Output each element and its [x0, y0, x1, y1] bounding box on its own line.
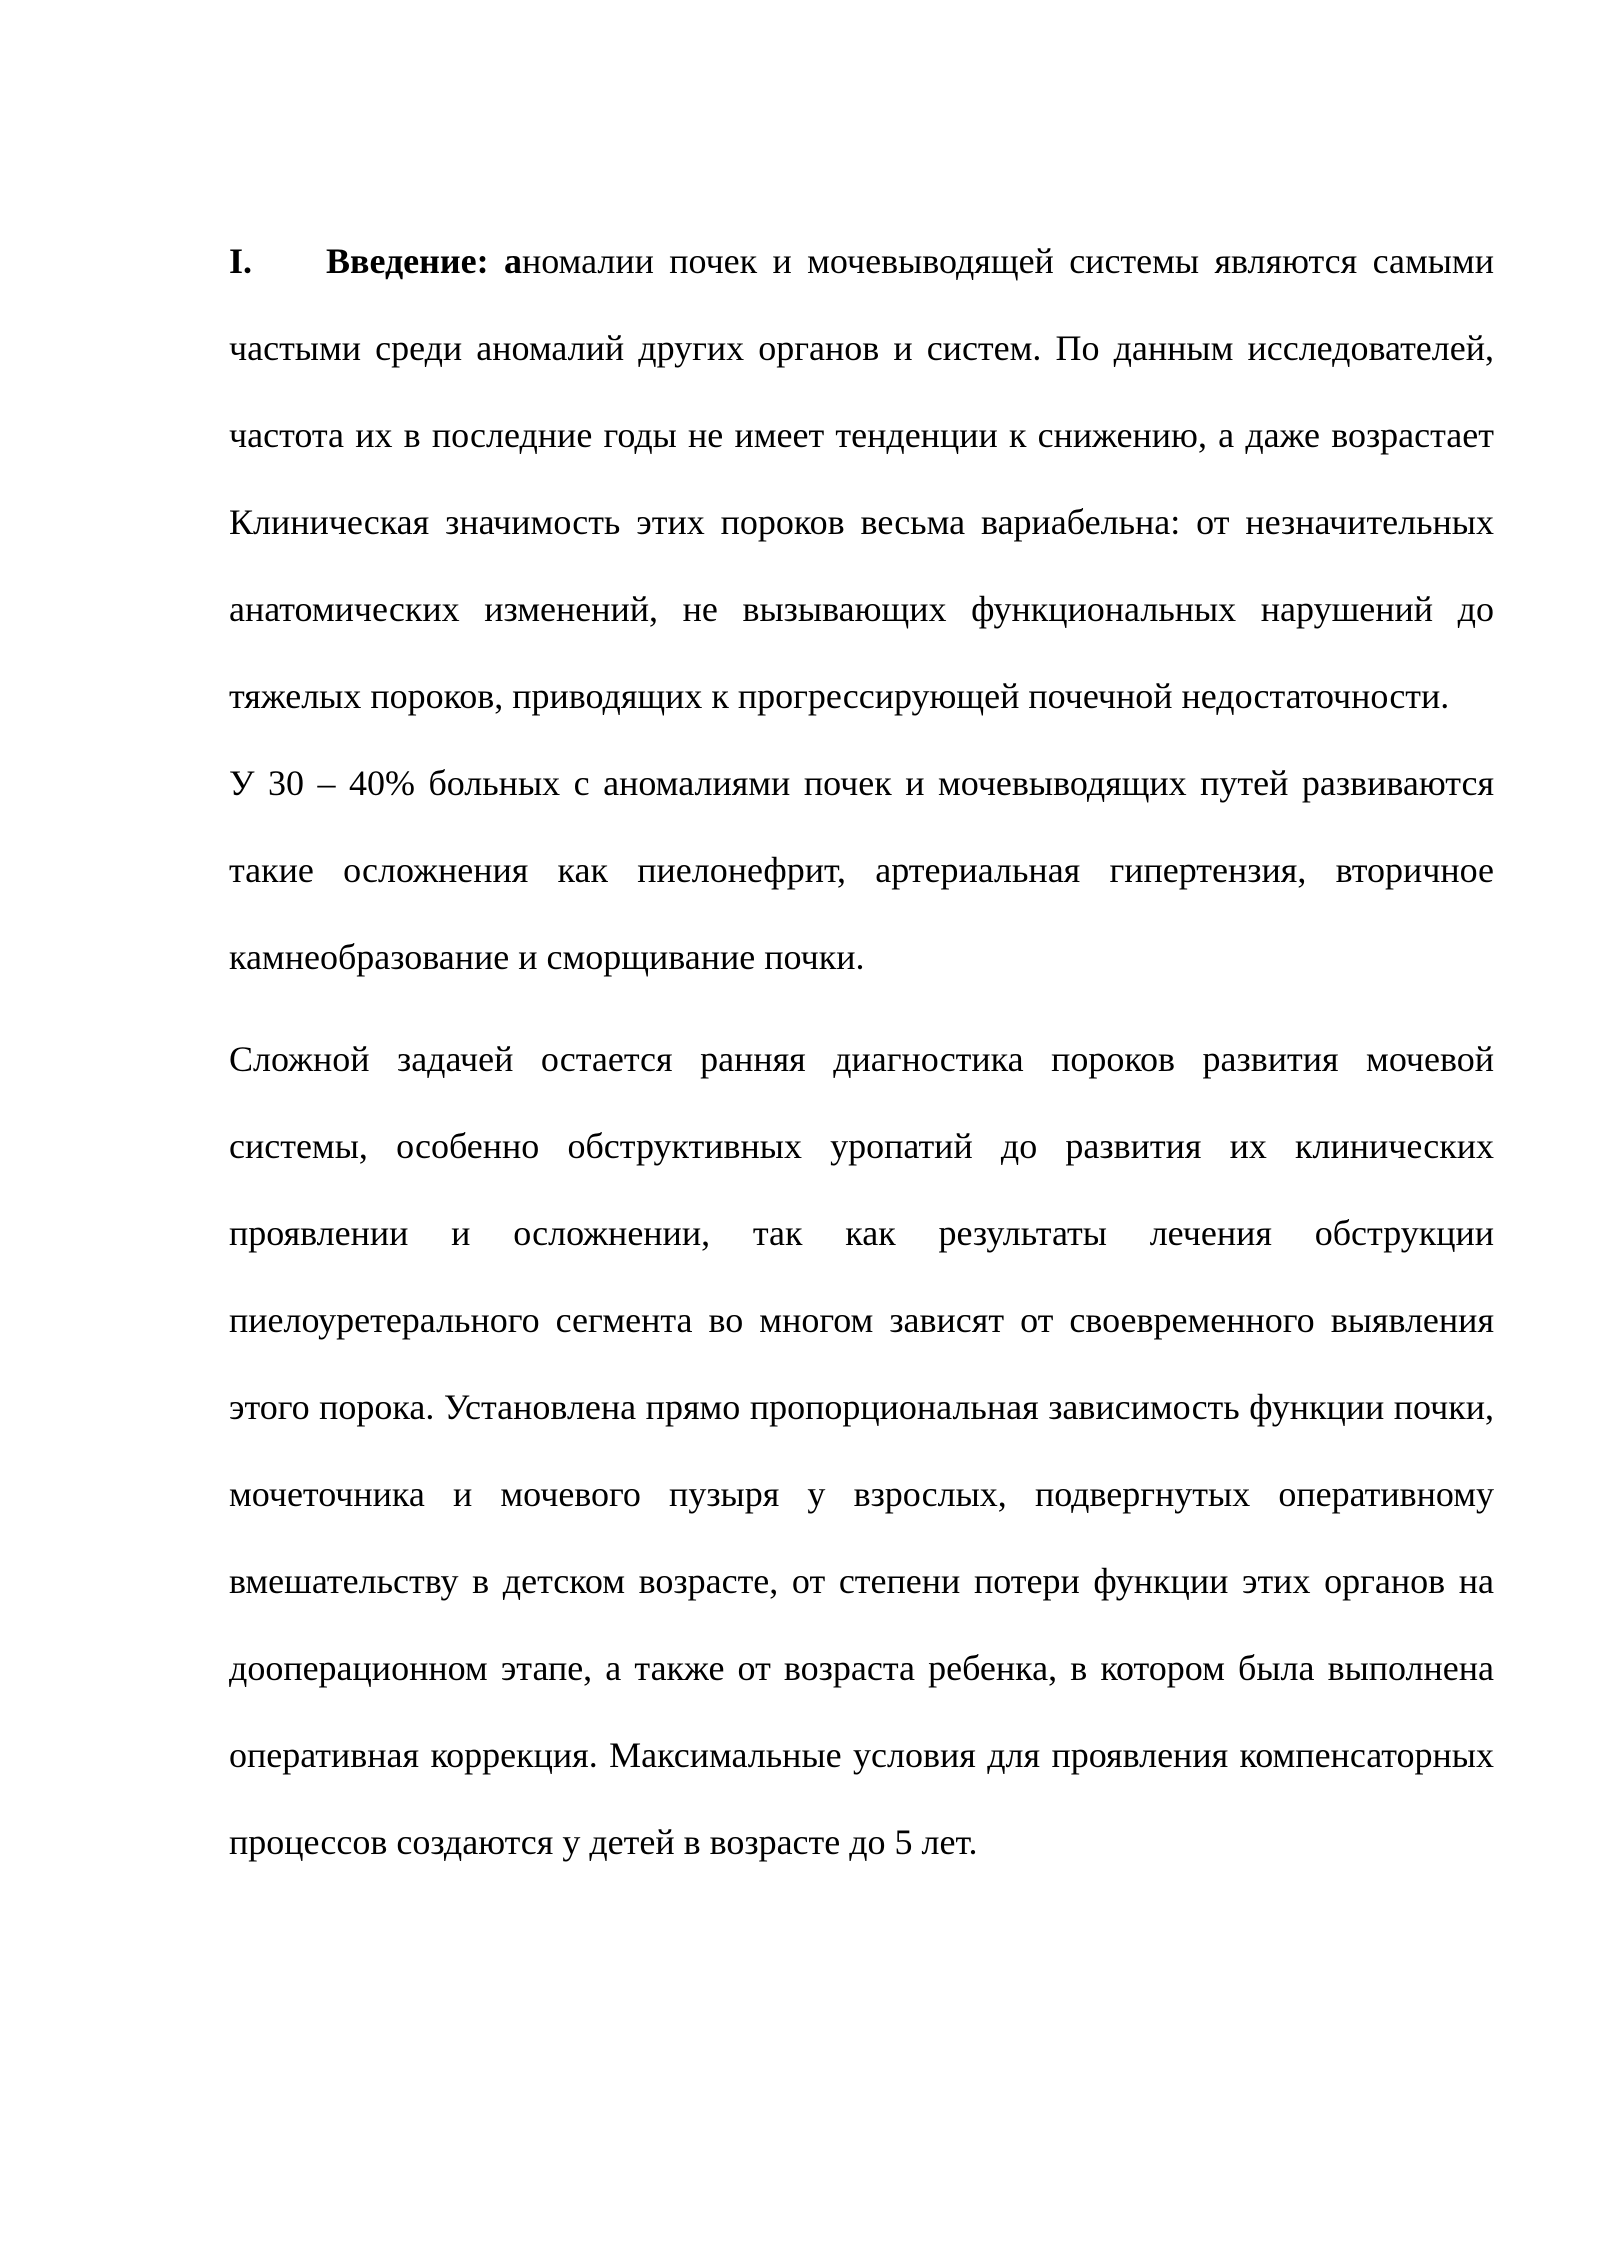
- intro-paragraph-text: номалии почек и мочевыводящей системы являются самыми частыми среди аномалий других органов и систем. По данным исследователей, частота их в последние годы не имеет тенденции к снижению, а даже возрастает Клиническая значимость этих пороков весьма вариабельна: от незначительных анатомических изменений, не вызывающих функциональных нарушений до тяжелых пороков, приводящих к прогрессирующей почечной недостаточности.: [229, 241, 1494, 716]
- document-body: [229, 218, 1494, 1886]
- section-title: Введение:: [326, 241, 504, 281]
- diagnostics-paragraph: Сложной задачей остается ранняя диагностика пороков развития мочевой системы, особенно обструктивных уропатий до развития их клинических проявлении и осложнении, так как результаты лечения обструкции пиелоуретерального сегмента во многом зависят от своевременного выявления этого порока. Установлена прямо пропорциональная зависимость функции почки, мочеточника и мочевого пузыря у взрослых, подвергнутых оперативному вмешательству в детском возрасте, от степени потери функции этих органов на дооперационном этапе, а также от возраста ребенка, в котором была выполнена оперативная коррекция. Максимальные условия для проявления компенсаторных процессов создаются у детей в возрасте до 5 лет.: [229, 1039, 1494, 1862]
- intro-paragraph: [229, 218, 1494, 740]
- section-first-letter: а: [503, 241, 522, 281]
- complications-paragraph: У 30 – 40% больных с аномалиями почек и мочевыводящих путей развиваются такие осложнения как пиелонефрит, артериальная гипертензия, вторичное камнеобразование и сморщивание почки.: [229, 763, 1494, 977]
- section-number: I.: [229, 241, 253, 281]
